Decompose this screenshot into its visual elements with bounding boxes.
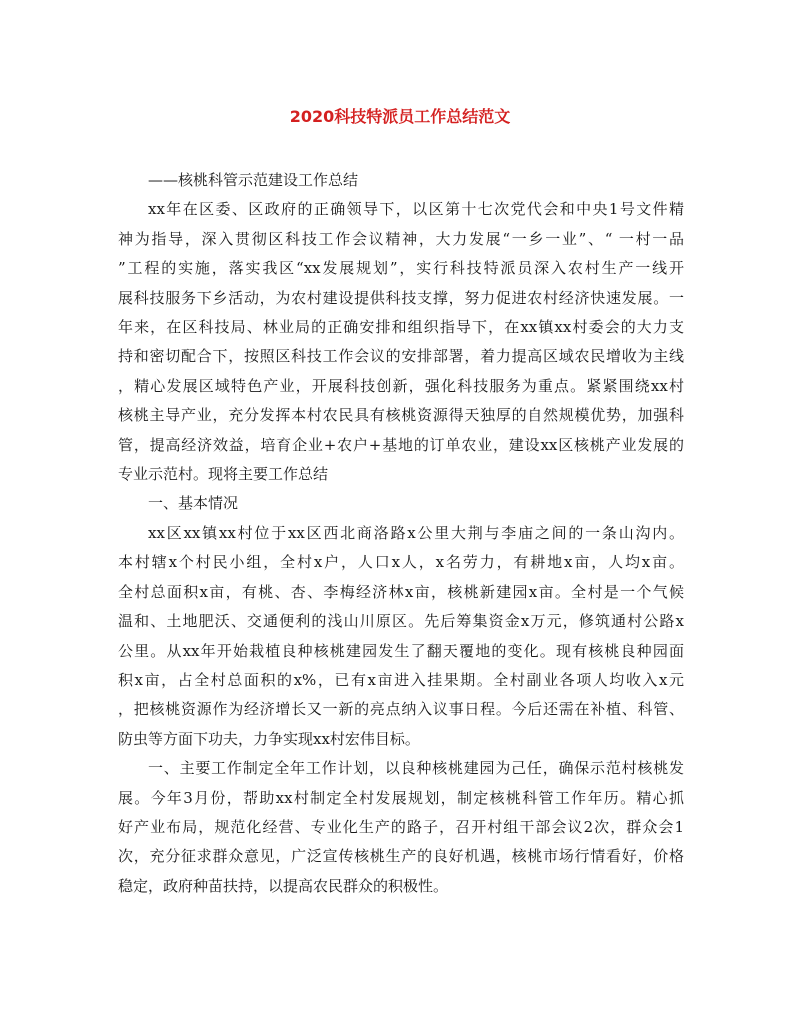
- paragraph-line: 本村辖x个村民小组，全村x户，人口x人，x名劳力，有耕地x亩，人均x亩。: [118, 553, 684, 572]
- document-title: 2020科技特派员工作总结范文: [289, 107, 511, 126]
- paragraph-line: ”工程的实施，落实我区“xx发展规划”，实行科技特派员深入农村生产一线开: [118, 259, 684, 278]
- paragraph-line: ，把核桃资源作为经济增长又一新的亮点纳入议事日程。今后还需在补植、科管、: [118, 700, 684, 719]
- paragraph-line: 核桃主导产业，充分发挥本村农民具有核桃资源得天独厚的自然规模优势，加强科: [118, 406, 684, 425]
- paragraph: [118, 195, 684, 489]
- paragraph-line: 管，提高经济效益，培育企业+农户+基地的订单农业，建设xx区核桃产业发展的: [118, 435, 684, 454]
- paragraph-line: 持和密切配合下，按照区科技工作会议的安排部署，着力提高区域农民增收为主线: [118, 347, 684, 366]
- paragraph-line: 积x亩，占全村总面积的x%，已有x亩进入挂果期。全村副业各项人均收入x元: [118, 670, 684, 689]
- paragraph-line: 次，充分征求群众意见，广泛宣传核桃生产的良好机遇，核桃市场行情看好，价格: [118, 847, 684, 866]
- paragraph-line: 好产业布局，规范化经营、专业化生产的路子，召开村组干部会议2次，群众会1: [118, 817, 684, 836]
- paragraph: [118, 754, 684, 901]
- paragraph-first-line: xx年在区委、区政府的正确领导下，以区第十七次党代会和中央1号文件精: [148, 200, 684, 219]
- document-body: [118, 166, 684, 901]
- paragraph-first-line: 一、主要工作制定全年工作计划，以良种核桃建园为己任，确保示范村核桃发: [148, 759, 684, 778]
- paragraph-line: 公里。从xx年开始栽植良种核桃建园发生了翻天覆地的变化。现有核桃良种园面: [118, 641, 684, 660]
- paragraph-line: 展科技服务下乡活动，为农村建设提供科技支撑，努力促进农村经济快速发展。一: [118, 288, 684, 307]
- paragraph-line: 稳定，政府种苗扶持，以提高农民群众的积极性。: [118, 876, 449, 895]
- paragraph: [118, 489, 684, 518]
- document-subtitle: ——核桃科管示范建设工作总结: [148, 171, 359, 189]
- paragraph-line: 神为指导，深入贯彻区科技工作会议精神，大力发展“一乡一业”、“ 一村一品: [118, 229, 684, 248]
- paragraph-line: 年来，在区科技局、林业局的正确安排和组织指导下，在xx镇xx村委会的大力支: [118, 318, 684, 337]
- paragraph-first-line: xx区xx镇xx村位于xx区西北商洛路x公里大荆与李庙之间的一条山沟内。: [148, 523, 684, 542]
- paragraph-line: 专业示范村。现将主要工作总结: [118, 465, 329, 484]
- paragraph-list: [118, 195, 684, 901]
- paragraph-first-line: 一、基本情况: [148, 494, 239, 513]
- paragraph-line: 温和、土地肥沃、交通便利的浅山川原区。先后筹集资金x万元，修筑通村公路x: [118, 612, 684, 631]
- paragraph-line: 全村总面积x亩，有桃、杏、李梅经济林x亩，核桃新建园x亩。全村是一个气候: [118, 582, 684, 601]
- paragraph: [118, 519, 684, 754]
- paragraph-line: 展。今年3月份，帮助xx村制定全村发展规划，制定核桃科管工作年历。精心抓: [118, 788, 684, 807]
- paragraph-line: 防虫等方面下功夫，力争实现xx村宏伟目标。: [118, 729, 420, 748]
- paragraph-line: ，精心发展区域特色产业，开展科技创新，强化科技服务为重点。紧紧围绕xx村: [118, 376, 684, 395]
